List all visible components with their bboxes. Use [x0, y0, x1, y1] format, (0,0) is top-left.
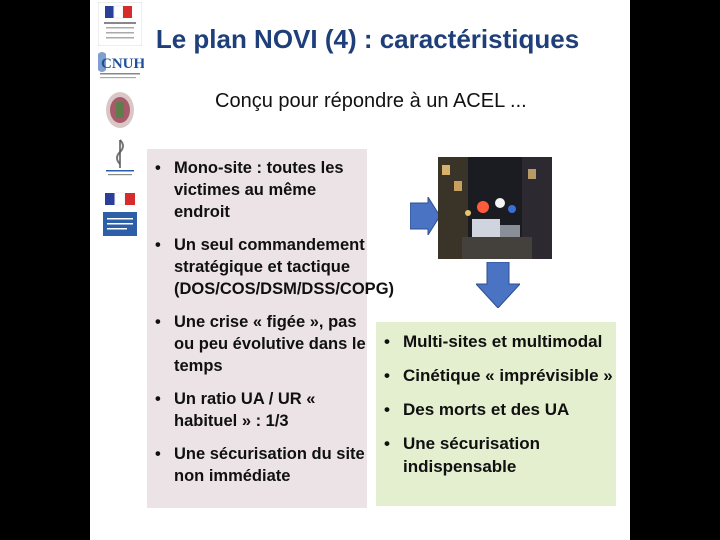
slide-title: Le plan NOVI (4) : caractéristiques [155, 24, 580, 54]
attack-scene-photo [438, 157, 552, 259]
left-bullet-item: • Un ratio UA / UR « habituel » : 1/3 [155, 390, 316, 430]
emblem-logo [104, 90, 136, 135]
acel-characteristics-box [376, 322, 616, 506]
right-bullet-item: • Des morts et des UA [384, 400, 570, 419]
ministere-logo [100, 190, 140, 243]
left-bullet-item: • Mono-site : toutes les victimes au même endroit [155, 159, 344, 221]
service-de-sante-logo [102, 138, 138, 185]
plan-novi-characteristics-box [147, 149, 395, 508]
slide-subtitle: Conçu pour répondre à un ACEL ... [215, 90, 527, 112]
right-bullet-item: • Cinétique « imprévisible » [384, 366, 613, 385]
arrow-right-icon [410, 197, 440, 240]
cnuh-logo [96, 50, 144, 87]
left-bullet-item: • Une sécurisation du site non immédiate [155, 445, 365, 485]
arrow-down-icon [476, 262, 520, 313]
svg-text:CNUH: CNUH [101, 56, 144, 72]
right-bullet-item: • Une sécurisation indispensable [384, 434, 540, 476]
left-bullet-item: • Un seul commandement stratégique et tactique (DOS/COS/DSM/DSS/COPG) [155, 236, 395, 298]
left-bullet-item: • Une crise « figée », pas ou peu évolutive dans le temps [155, 313, 366, 375]
right-bullet-item: • Multi-sites et multimodal [384, 332, 603, 351]
slide [90, 0, 630, 540]
